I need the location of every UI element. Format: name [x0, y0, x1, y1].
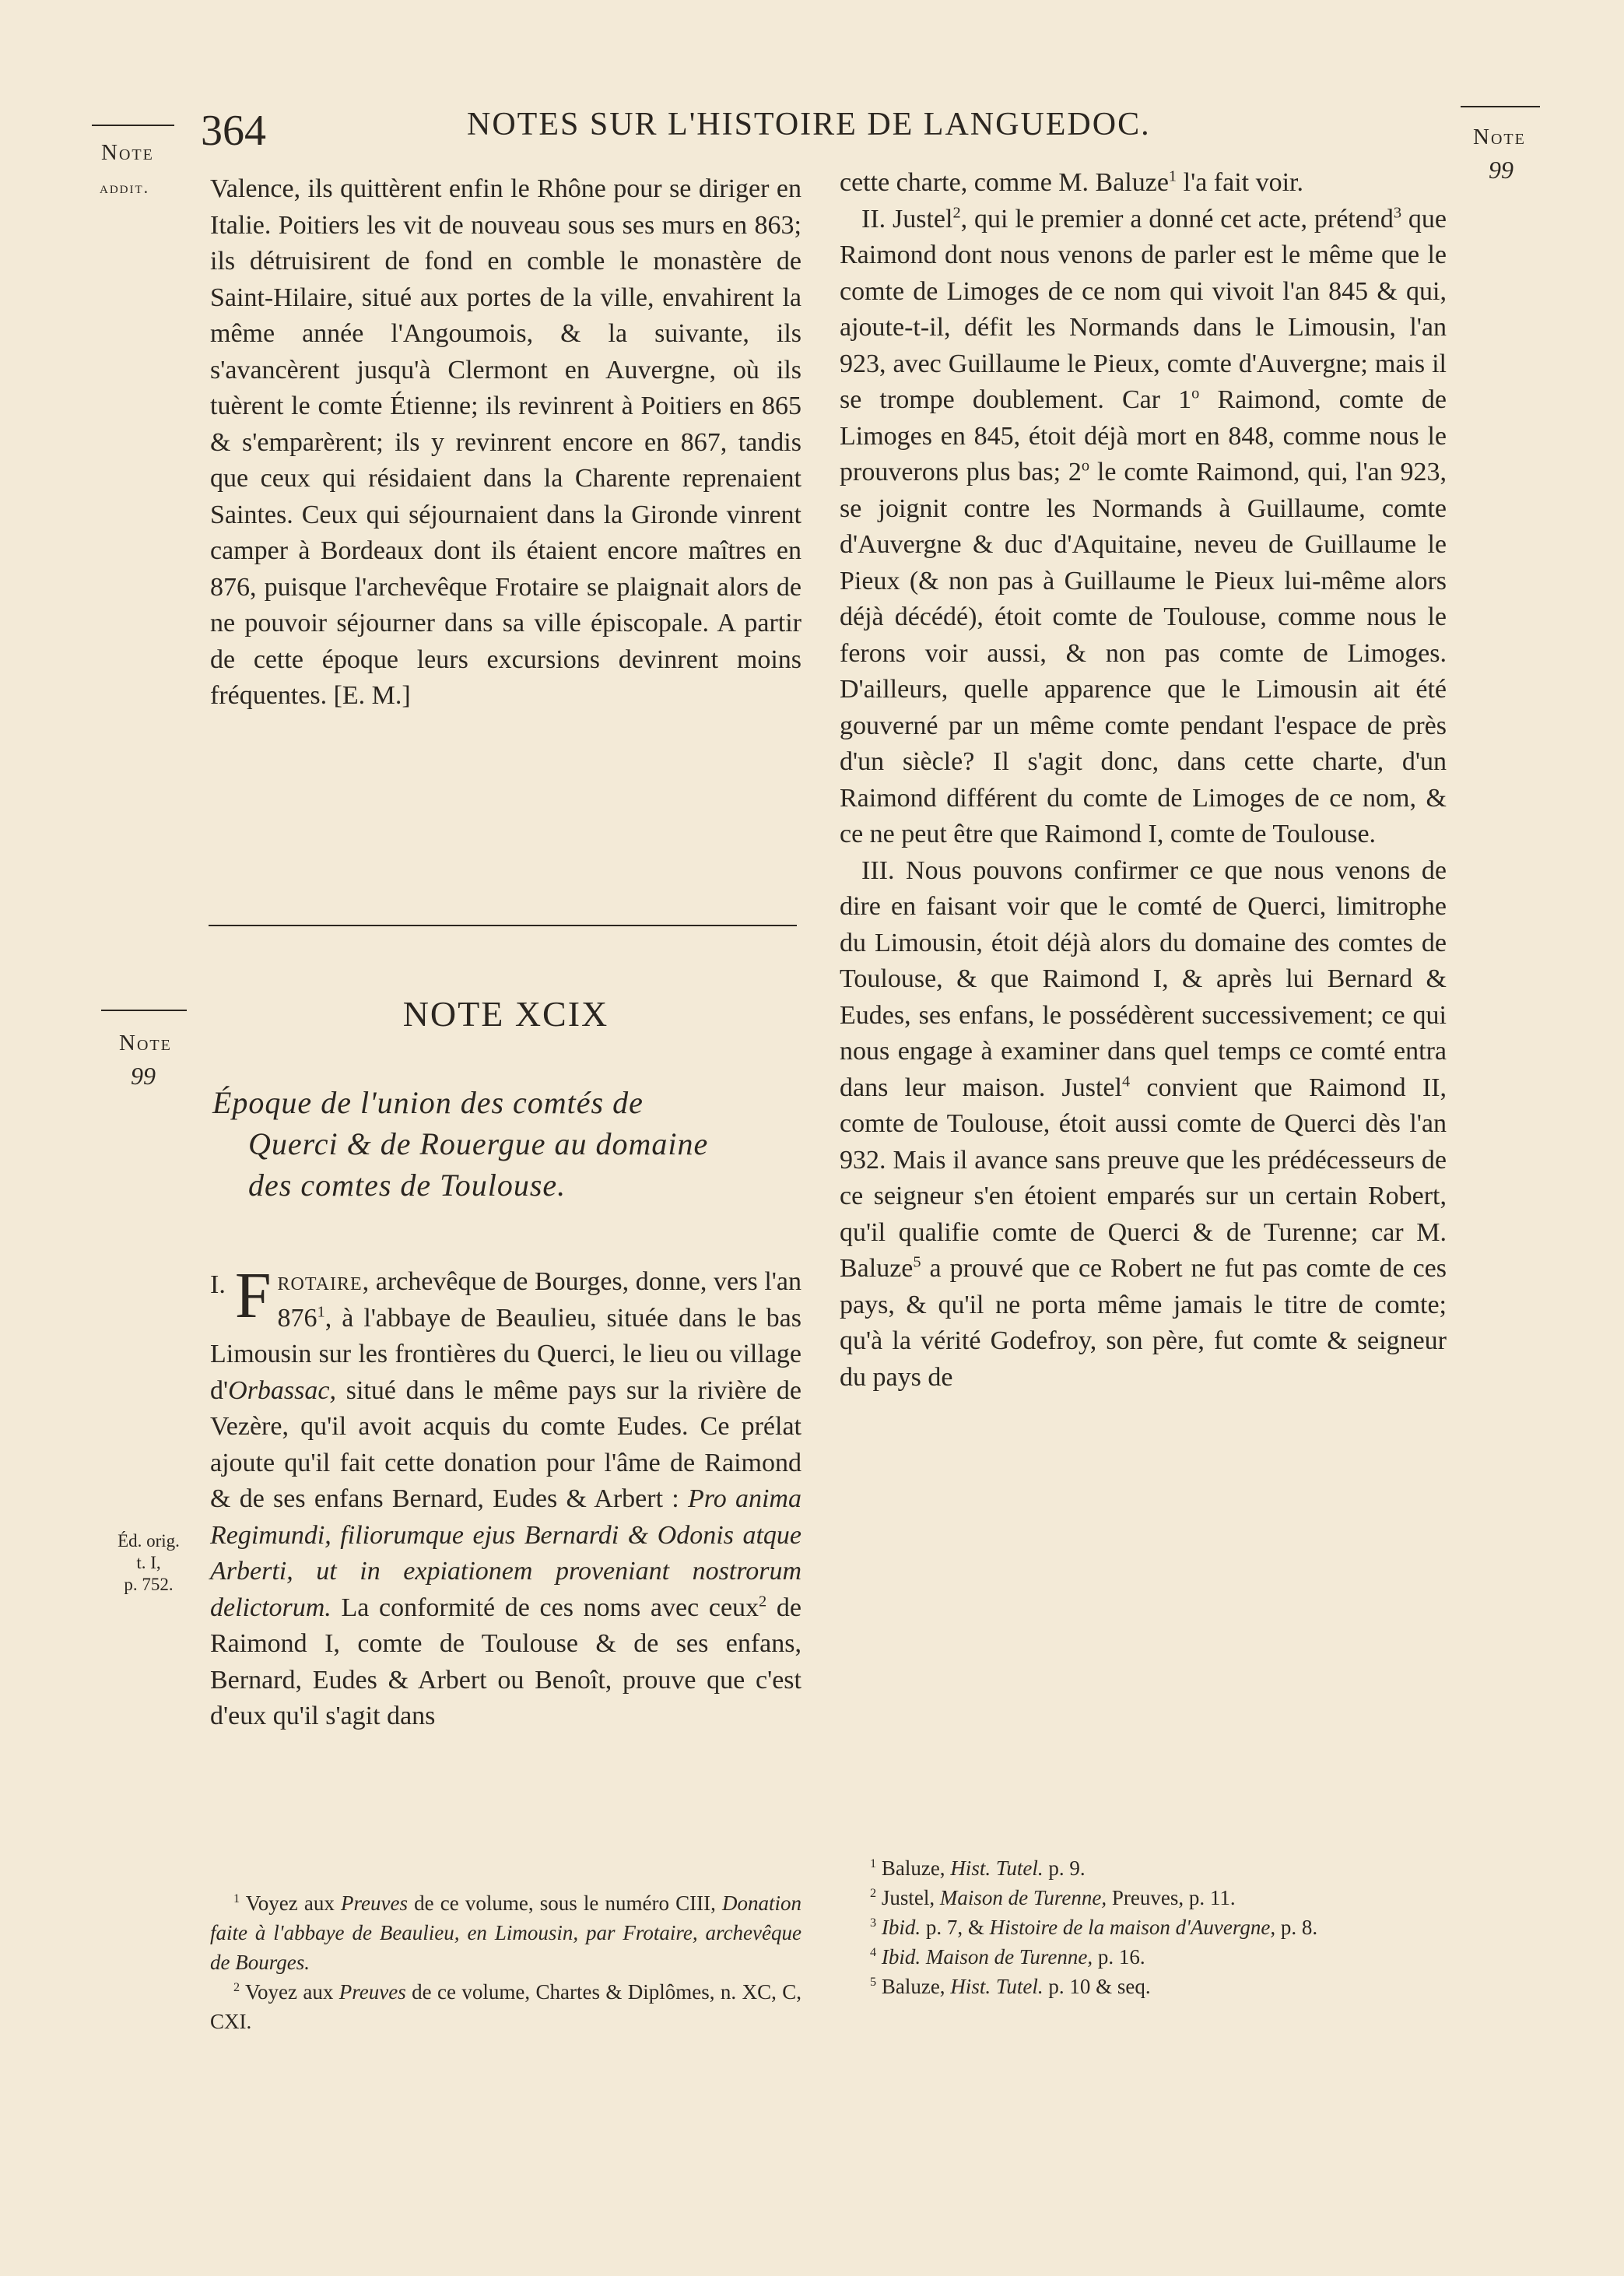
footnote: $^1$ Voyez aux Preuves de ce volume, sous le numéro CIII, Donation faite à l'abbaye de Beaulieu, en Limousin, par Frotaire, archevêque de Bourges.: [210, 1891, 801, 1974]
footnote: $^5$ Baluze, Hist. Tutel. p. 10 & seq.: [870, 1975, 1151, 1998]
margin-note99-number: 99: [131, 1062, 156, 1090]
left-column-section-1: [210, 1259, 801, 1735]
latin-quotation: Pro anima Regimundi, filiorumque ejus Bernardi & Odonis atque Arberti, ut in expiationem proveniant nostrorum delictorum.: [210, 1484, 801, 1622]
section-2-paragraph: II. Justel$^2$, qui le premier a donné cet acte, prétend$^3$ que Raimond dont nous venons de parler est le même que le comte de Limoges de ce nom qui vivoit l'an 845 & qui, ajoute-t-il, défit les Normands dans le Limousin, l'an 923, avec Guillaume le Pieux, comte d'Auvergne; mais il se trompe doublement. Car 1$^o$ Raimond, comte de Limoges en 845, étoit déjà mort en 848, comme nous le prouverons plus bas; 2$^o$ le comte Raimond, qui, l'an 923, se joignit contre les Normands à Guillaume, comte d'Auvergne & duc d'Aquitaine, neveu de Guillaume le Pieux (& non pas à Guillaume le Pieux lui-même alors déjà décédé), étoit comte de Toulouse, comme nous le ferons voir aussi, & non pas comte de Limoges. D'ailleurs, quelle apparence que le Limousin ait été gouverné par un même comte pendant l'espace de près d'un siècle? Il s'agit donc, dans cette charte, d'un Raimond différent du comte de Limoges de ce nom, & ce ne peut être que Raimond I, comte de Toulouse.: [840, 204, 1447, 848]
margin-note99-label: Note: [119, 1031, 172, 1055]
right-continuation: cette charte, comme M. Baluze$^1$ l'a fait voir.: [840, 167, 1303, 197]
footnote-ref-2: 2: [759, 1593, 767, 1610]
left-top-margin-rule: [92, 125, 174, 126]
note-subtitle: Époque de l'union des comtés de Querci & de Rouergue au domaine des comtes de Toulouse.: [212, 1085, 709, 1203]
right-footnotes: [848, 1853, 1447, 2001]
margin-note-label: Note: [101, 140, 154, 165]
footnote: $^1$ Baluze, Hist. Tutel. p. 9.: [870, 1856, 1086, 1880]
edition-reference: Éd. orig. t. I, p. 752.: [118, 1531, 180, 1594]
section-1-paragraph: I. F rotaire, archevêque de Bourges, donne, vers l'an $876^1$, à l'abbaye de Beaulieu, située dans le bas Limousin sur les frontières du Querci, le lieu ou village d'Orbassac, situé dans le même pays sur la rivière de Vezère, qu'il avoit acquis du comte Eudes. Ce prélat ajoute qu'il fait cette donation pour l'âme de Raimond & de ses enfans Bernard, Eudes & Arbert : Pro anima Regimundi, filiorumque ejus Bernardi & Odonis atque Arberti, ut in expiationem proveniant nostrorum delictorum. La conformité de ces noms avec ceux$^2$ de Raimond I, comte de Toulouse & de ses enfans, Bernard, Eudes & Arbert ou Benoît, prouve que c'est d'eux qu'il s'agit dans: [210, 1259, 801, 1730]
continuation-paragraph: Valence, ils quittèrent enfin le Rhône pour se diriger en Italie. Poitiers les vit de nouveau sous ses murs en 863; ils détruisirent de fond en comble le monastère de Saint-Hilaire, situé aux portes de la ville, envahirent la même année l'Angoumois, & la suivante, ils s'avancèrent jusqu'à Clermont en Auvergne, où ils tuèrent le comte Étienne; ils revinrent à Poitiers en 865 & s'emparèrent; ils y revinrent encore en 867, tandis que ceux qui résidaient dans la Charente reprenaient Saintes. Ceux qui séjournaient dans la Gironde vinrent camper à Bordeaux dont ils étaient encore maîtres en 876, puisque l'archevêque Frotaire se plaignait alors de ne pouvoir séjourner dans sa ville épiscopale. A partir de cette époque leurs excursions devinrent moins fréquentes. [E. M.]: [210, 174, 801, 710]
footnote: $^2$ Justel, Maison de Turenne, Preuves, p. 11.: [870, 1886, 1236, 1909]
left-footnotes: [210, 1888, 801, 2036]
right-margin-note-label: Note: [1473, 125, 1526, 149]
footnote-ref-1: 1: [317, 1303, 325, 1321]
section-separator-rule: [209, 925, 797, 926]
left-column-continuation: [210, 171, 801, 715]
right-top-margin-rule: [1461, 106, 1540, 107]
page-number: 364: [201, 107, 266, 155]
right-margin-note-number: 99: [1489, 156, 1514, 184]
drop-capital: F: [234, 1259, 272, 1332]
section-3-paragraph: III. Nous pouvons confirmer ce que nous venons de dire en faisant voir que le comté de Querci, limitrophe du Limousin, étoit déjà alors du domaine des comtes de Toulouse, & que Raimond I, & après lui Bernard & Eudes, ses enfans, le possédèrent successivement; ce qui nous engage à examiner dans quel temps ce comté entra dans leur maison. Justel$^4$ convient que Raimond II, comte de Toulouse, étoit aussi comte de Querci dès l'an 932. Mais il avance sans preuve que les prédécesseurs de ce seigneur s'en étoient emparés sur un certain Robert, qu'il qualifie comte de Querci & de Turenne; car M. Baluze$^5$ a prouvé que ce Robert ne fut pas comte de ces pays, & qu'il ne porta même jamais le titre de comte; qu'à la vérité Godefroy, son père, fut comte & seigneur du pays de: [840, 855, 1447, 1392]
footnote: $^3$ Ibid. p. 7, & Histoire de la maison d'Auvergne, p. 8.: [870, 1916, 1318, 1939]
margin-addit-label: addit.: [100, 177, 150, 197]
right-column: [840, 165, 1447, 1396]
footnote: $^2$ Voyez aux Preuves de ce volume, Chartes & Diplômes, n. XC, C, CXI.: [210, 1980, 801, 2033]
mid-margin-rule: [101, 1010, 187, 1011]
running-title: NOTES SUR L'HISTOIRE DE LANGUEDOC.: [467, 107, 1151, 142]
note-title: NOTE XCIX: [402, 994, 609, 1034]
footnote: $^4$ Ibid. Maison de Turenne, p. 16.: [870, 1945, 1145, 1969]
